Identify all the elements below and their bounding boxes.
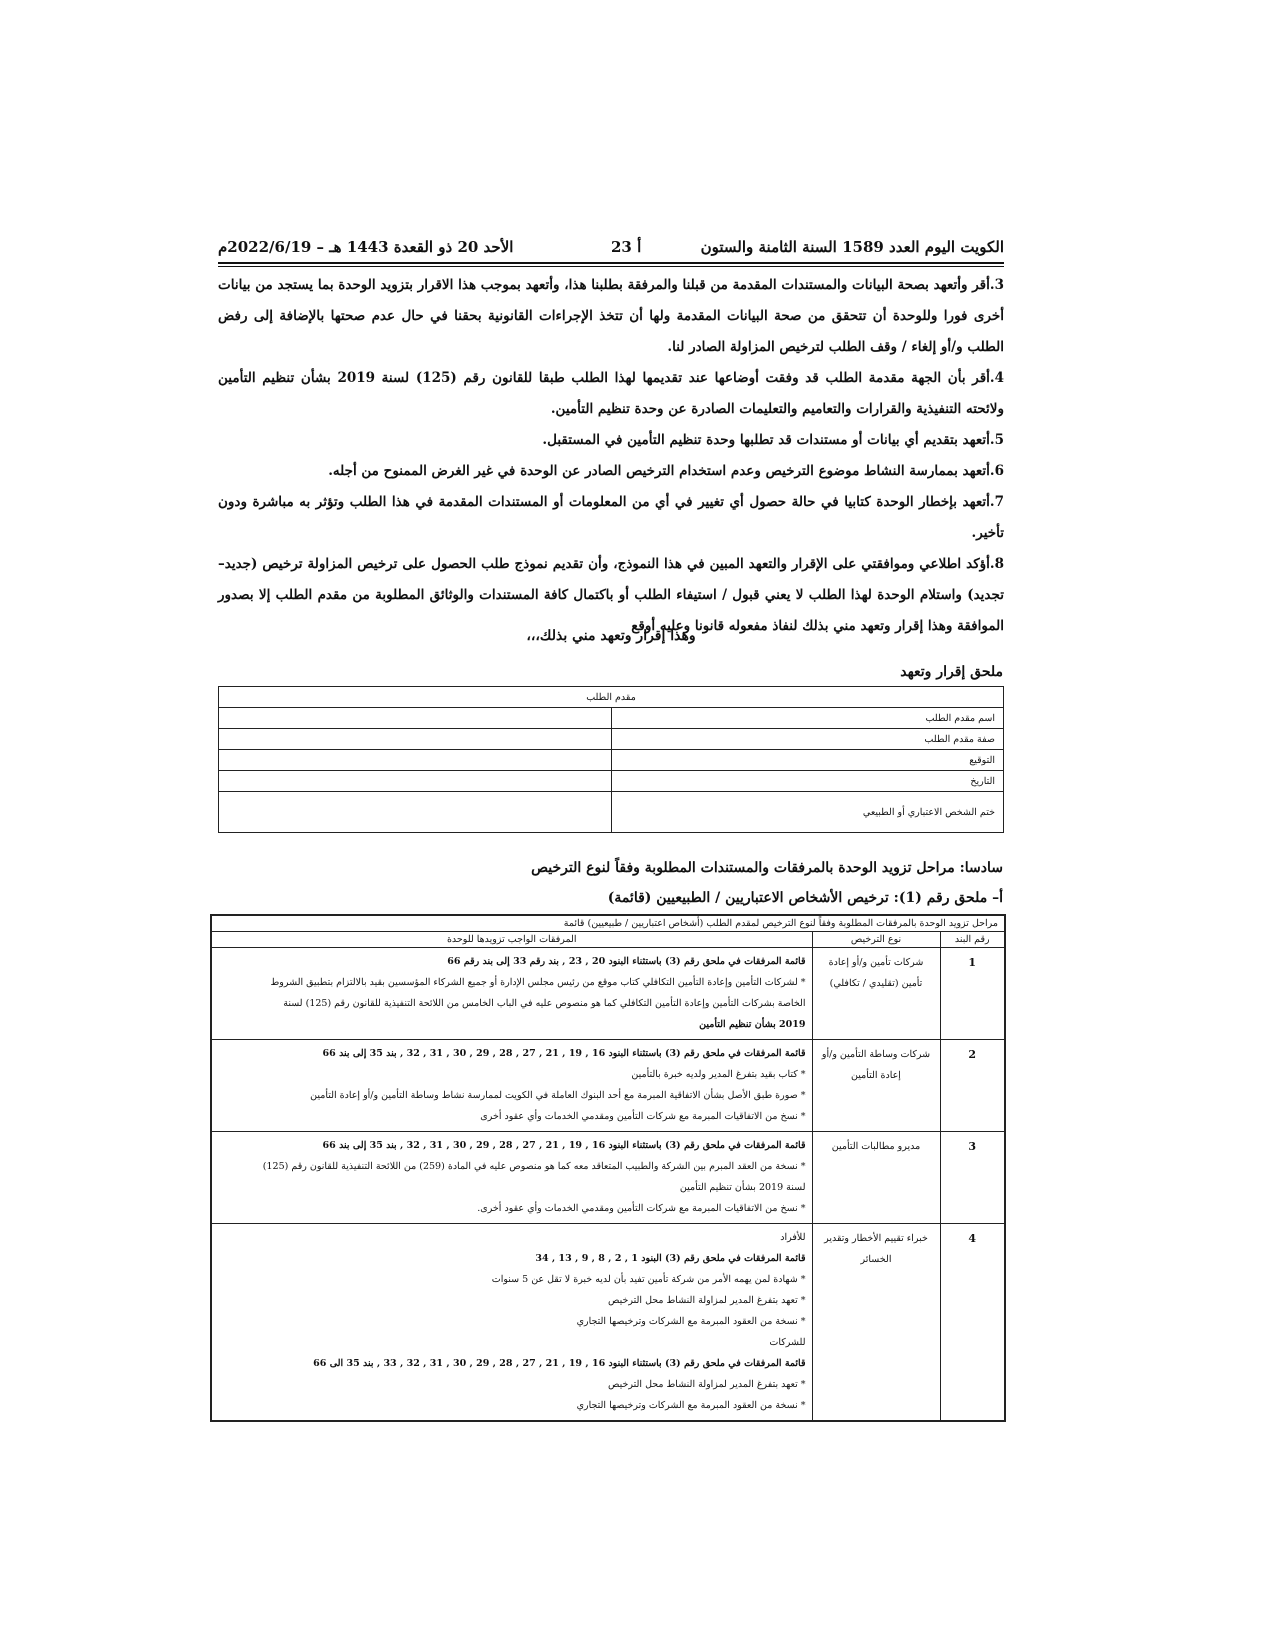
- attachment-line: للشركات: [769, 1337, 806, 1348]
- col-header-license-type: نوع الترخيص: [812, 932, 940, 948]
- pledge-8: 8.أؤكد اطلاعي وموافقتي على الإقرار والتعهد المبين في هذا النموذج، وأن تقديم نموذج طلب الحصول على ترخيص المزاولة ترخيص (جديد– تجديد) واستلام الوحدة لهذا الطلب لا يعني قبول / استيفاء الطلب أو باكتمال كافة المستندات والوثائق المطلوبة من مقدم الطلب إلا بصدور الموافقة وهذا إقرار وتعهد مني بذلك لنفاذ مفعوله قانونا وعليه أوقع: [218, 556, 1004, 634]
- license-type: شركات وساطة التأمين و/أو إعادة التأمين: [812, 1040, 940, 1132]
- attachments-cell: [211, 1224, 812, 1422]
- attachment-line: قائمة المرفقات في ملحق رقم (3) باستثناء البنود 20 , 23 , بند رقم 33 إلى بند رقم 66: [447, 956, 806, 967]
- attachments-cell: [211, 948, 812, 1040]
- attachment-line: الخاصة بشركات التأمين وإعادة التأمين التكافلي كما هو منصوص عليه في الباب الخامس من اللائحة التنفيذية للقانون رقم (125) لسنة: [283, 998, 806, 1009]
- stamp-field[interactable]: [219, 792, 612, 833]
- pledge-list: [218, 270, 1004, 642]
- attachment-line: * لشركات التأمين وإعادة التأمين التكافلي كتاب موقع من رئيس مجلس الإدارة أو جميع الشركاء المؤسسين بقيد بالالتزام بتطبيق الشروط: [270, 977, 806, 988]
- attachment-line: * تعهد بتفرغ المدير لمزاولة النشاط محل الترخيص: [608, 1379, 806, 1390]
- pledge-4: 4.أقر بأن الجهة مقدمة الطلب قد وفقت أوضاعها عند تقديمها لهذا الطلب طبقا للقانون رقم (125) لسنة 2019 بشأن تنظيم التأمين ولائحته التنفيذية والقرارات والتعاميم والتعليمات الصادرة عن وحدة تنظيم التأمين.: [218, 370, 1005, 417]
- annex-title: ملحق إقرار وتعهد: [900, 664, 1003, 680]
- attachment-line: 2019 بشأن تنظيم التأمين: [699, 1019, 806, 1030]
- license-type: شركات تأمين و/أو إعادة تأمين (تقليدي / تكافلي): [812, 948, 940, 1040]
- signature-label: التوقيع: [611, 750, 1004, 771]
- attachment-line: لسنة 2019 بشأن تنظيم التأمين: [679, 1182, 806, 1193]
- publication-title: الكويت اليوم العدد 1589 السنة الثامنة والستون: [700, 238, 1004, 256]
- pledge-3: 3.أقر وأتعهد بصحة البيانات والمستندات المقدمة من قبلنا والمرفقة بطلبنا هذا، وأتعهد بموجب هذا الاقرار بتزويد الوحدة بما يستجد من بيانات أخرى فورا وللوحدة أن تتحقق من صحة البيانات المقدمة ولها أن تتخذ الإجراءات القانونية بحقنا في حال عدم صحتها بالإضافة إلى رفض الطلب و/أو إلغاء / وقف الطلب لترخيص المزاولة الصادر لنا.: [218, 277, 1004, 355]
- closing-statement: وهذا إقرار وتعهد مني بذلك،،،: [526, 628, 696, 644]
- pledge-6: 6.أتعهد بممارسة النشاط موضوع الترخيص وعدم استخدام الترخيص الصادر عن الوحدة في غير الغرض الممنوح من أجله.: [328, 463, 1004, 479]
- attachments-cell: [211, 1040, 812, 1132]
- subsection-title: أ– ملحق رقم (1): ترخيص الأشخاص الاعتباريين / الطبيعيين (قائمة): [607, 890, 1003, 906]
- attachments-cell: [211, 1132, 812, 1224]
- license-type: خبراء تقييم الأخطار وتقدير الخسائر: [812, 1224, 940, 1422]
- attachment-line: * نسخ من الاتفاقيات المبرمة مع شركات التأمين ومقدمي الخدمات وأي عقود أخرى.: [477, 1203, 806, 1214]
- docs-table-caption: مراحل تزويد الوحدة بالمرفقات المطلوبة وفقاً لنوع الترخيص لمقدم الطلب (أشخاص اعتباريين / طبيعيين) قائمة: [211, 915, 1005, 932]
- attachment-line: قائمة المرفقات في ملحق رقم (3) باستثناء البنود 16 , 19 , 21 , 27 , 28 , 29 , 30 , 31 , 32 , بند 35 إلى بند 66: [322, 1048, 806, 1059]
- pledge-5: 5.أتعهد بتقديم أي بيانات أو مستندات قد تطلبها وحدة تنظيم التأمين في المستقبل.: [542, 432, 1004, 448]
- attachment-line: * صورة طبق الأصل بشأن الاتفاقية المبرمة مع أحد البنوك العاملة في الكويت لممارسة نشاط وساطة التأمين و/أو إعادة التأمين: [310, 1090, 806, 1101]
- attachment-line: قائمة المرفقات في ملحق رقم (3) البنود 1 , 2 , 8 , 9 , 13 , 34: [535, 1253, 806, 1264]
- required-documents-table: [210, 914, 1006, 1422]
- applicant-name-label: اسم مقدم الطلب: [611, 708, 1004, 729]
- attachment-line: * نسخة من العقود المبرمة مع الشركات وترخيصها التجاري: [576, 1400, 806, 1411]
- attachment-line: قائمة المرفقات في ملحق رقم (3) باستثناء البنود 16 , 19 , 21 , 27 , 28 , 29 , 30 , 31 , 32 , بند 35 إلى بند 66: [322, 1140, 806, 1151]
- attachment-line: للأفراد: [780, 1232, 806, 1243]
- item-number: 2: [940, 1040, 1005, 1132]
- col-header-attachments: المرفقات الواجب تزويدها للوحدة: [211, 932, 812, 948]
- applicant-capacity-field[interactable]: [219, 729, 612, 750]
- pledge-7: 7.أتعهد بإخطار الوحدة كتابيا في حالة حصول أي تغيير في أي من المعلومات أو المستندات المقدمة في هذا الطلب وتؤثر به مباشرة ودون تأخير.: [218, 494, 1004, 541]
- col-header-item-number: رقم البند: [940, 932, 1005, 948]
- signature-field[interactable]: [219, 750, 612, 771]
- page-header: [218, 238, 1004, 258]
- applicant-table: [218, 686, 1004, 833]
- table-row: [211, 1132, 1005, 1224]
- attachment-line: قائمة المرفقات في ملحق رقم (3) باستثناء البنود 16 , 19 , 21 , 27 , 28 , 29 , 30 , 31 , 32 , 33 , بند 35 الى 66: [313, 1358, 806, 1369]
- header-rule: [218, 262, 1004, 267]
- table-row: [211, 1224, 1005, 1422]
- section-title: سادسا: مراحل تزويد الوحدة بالمرفقات والمستندات المطلوبة وفقاً لنوع الترخيص: [531, 860, 1003, 876]
- table-row: [211, 948, 1005, 1040]
- attachment-line: * شهادة لمن يهمه الأمر من شركة تأمين تفيد بأن لديه خبرة لا تقل عن 5 سنوات: [491, 1274, 806, 1285]
- attachment-line: * نسخ من الاتفاقيات المبرمة مع شركات التأمين ومقدمي الخدمات وأي عقود أخرى: [480, 1111, 806, 1122]
- attachment-line: * كتاب بقيد بتفرغ المدير ولديه خبرة بالتأمين: [631, 1069, 806, 1080]
- table-row: [211, 1040, 1005, 1132]
- date-field[interactable]: [219, 771, 612, 792]
- item-number: 1: [940, 948, 1005, 1040]
- applicant-name-field[interactable]: [219, 708, 612, 729]
- applicant-capacity-label: صفة مقدم الطلب: [611, 729, 1004, 750]
- issue-date: الأحد 20 ذو القعدة 1443 هـ – 2022/6/19م: [218, 238, 514, 256]
- license-type: مديرو مطالبات التأمين: [812, 1132, 940, 1224]
- date-label: التاريخ: [611, 771, 1004, 792]
- item-number: 3: [940, 1132, 1005, 1224]
- item-number: 4: [940, 1224, 1005, 1422]
- attachment-line: * تعهد بتفرغ المدير لمزاولة النشاط محل الترخيص: [608, 1295, 806, 1306]
- attachment-line: * نسخة من العقود المبرمة مع الشركات وترخيصها التجاري: [576, 1316, 806, 1327]
- attachment-line: * نسخة من العقد المبرم بين الشركة والطبيب المتعاقد معه كما هو منصوص عليه في المادة (259) من اللائحة التنفيذية للقانون رقم (125): [262, 1161, 806, 1172]
- stamp-label: ختم الشخص الاعتباري أو الطبيعي: [611, 792, 1004, 833]
- applicant-table-header: مقدم الطلب: [219, 687, 1004, 708]
- page-number: أ 23: [611, 238, 642, 256]
